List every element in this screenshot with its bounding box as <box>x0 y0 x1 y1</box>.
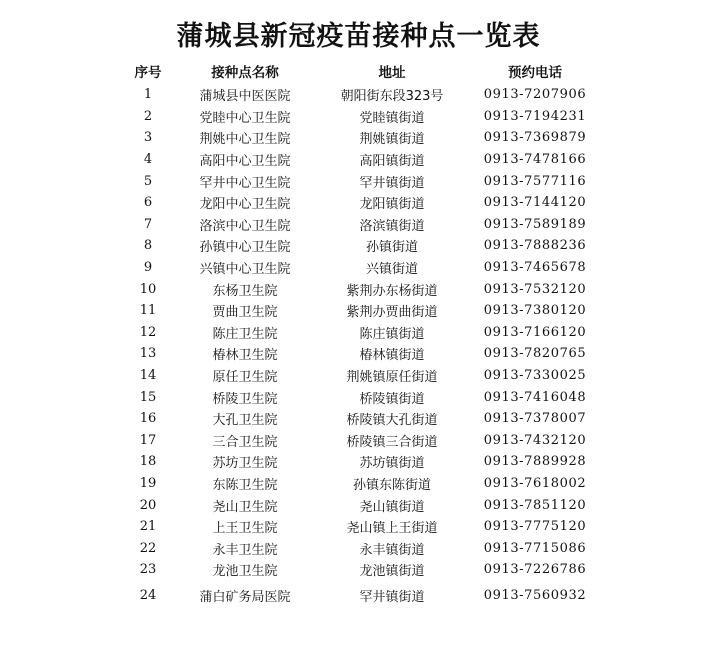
table-row <box>122 149 602 171</box>
column-header-name: 接种点名称 <box>211 65 279 81</box>
booking-phone: 0913-7144120 <box>483 195 587 211</box>
booking-phone: 0913-7577116 <box>483 173 587 189</box>
site-address: 苏坊镇街道 <box>359 456 425 472</box>
booking-phone: 0913-7560932 <box>483 587 587 603</box>
site-address: 尧山镇街道 <box>359 499 425 515</box>
row-number: 18 <box>139 454 157 470</box>
site-address: 龙池镇街道 <box>359 564 425 580</box>
row-number: 11 <box>139 303 157 319</box>
table-row <box>122 537 602 559</box>
site-name: 上王卫生院 <box>212 521 278 537</box>
table-row <box>122 516 602 538</box>
site-address: 洛滨镇街道 <box>359 218 425 234</box>
site-address: 椿林镇街道 <box>359 348 425 364</box>
column-header-phone: 预约电话 <box>508 65 562 81</box>
booking-phone: 0913-7820765 <box>483 346 587 362</box>
booking-phone: 0913-7715086 <box>483 540 587 556</box>
row-number: 10 <box>139 281 157 297</box>
row-number: 14 <box>139 368 157 384</box>
table-row <box>122 235 602 257</box>
row-number: 20 <box>139 497 157 513</box>
table-row <box>122 494 602 516</box>
site-name: 洛滨中心卫生院 <box>199 218 291 234</box>
row-number: 13 <box>139 346 157 362</box>
row-number: 16 <box>139 411 157 427</box>
row-number: 24 <box>139 587 157 603</box>
site-address: 永丰镇街道 <box>359 542 425 558</box>
booking-phone: 0913-7416048 <box>483 389 587 405</box>
table-row <box>122 581 602 607</box>
site-address: 罕井镇街道 <box>359 589 425 605</box>
booking-phone: 0913-7207906 <box>483 87 587 103</box>
table-row <box>122 451 602 473</box>
row-number: 1 <box>143 87 153 103</box>
table-row <box>122 430 602 452</box>
row-number: 12 <box>139 324 157 340</box>
site-name: 党睦中心卫生院 <box>199 110 291 126</box>
table-row <box>122 386 602 408</box>
column-header-address: 地址 <box>378 65 406 81</box>
booking-phone: 0913-7465678 <box>483 260 587 276</box>
booking-phone: 0913-7369879 <box>483 130 587 146</box>
booking-phone: 0913-7478166 <box>483 152 587 168</box>
table-row <box>122 170 602 192</box>
booking-phone: 0913-7378007 <box>483 411 587 427</box>
site-name: 高阳中心卫生院 <box>199 154 291 170</box>
row-number: 23 <box>139 562 157 578</box>
site-name: 龙池卫生院 <box>212 564 278 580</box>
booking-phone: 0913-7888236 <box>483 238 587 254</box>
site-name: 东陈卫生院 <box>212 477 278 493</box>
site-address: 孙镇街道 <box>365 240 418 256</box>
row-number: 9 <box>143 260 153 276</box>
row-number: 19 <box>139 475 157 491</box>
table-row <box>122 408 602 430</box>
booking-phone: 0913-7380120 <box>483 303 587 319</box>
site-name: 陈庄卫生院 <box>212 326 278 342</box>
table-row <box>122 473 602 495</box>
page-title: 蒲城县新冠疫苗接种点一览表 <box>176 21 541 52</box>
booking-phone: 0913-7226786 <box>483 562 587 578</box>
booking-phone: 0913-7851120 <box>483 497 587 513</box>
booking-phone: 0913-7432120 <box>483 432 587 448</box>
site-name: 孙镇中心卫生院 <box>199 240 291 256</box>
site-address: 紫荆办贾曲街道 <box>346 305 438 321</box>
row-number: 21 <box>139 519 157 535</box>
table-body <box>122 84 602 606</box>
site-address: 党睦镇街道 <box>359 110 425 126</box>
row-number: 7 <box>143 216 153 232</box>
table-row <box>122 559 602 581</box>
site-address: 龙阳镇街道 <box>359 197 425 213</box>
row-number: 5 <box>143 173 153 189</box>
site-address: 朝阳街东段323号 <box>340 89 444 105</box>
site-address: 兴镇街道 <box>365 262 418 278</box>
row-number: 6 <box>143 195 153 211</box>
site-name: 东杨卫生院 <box>212 283 278 299</box>
row-number: 2 <box>143 108 153 124</box>
site-address: 荆姚镇街道 <box>359 132 425 148</box>
site-address: 桥陵镇大孔街道 <box>346 413 438 429</box>
site-address: 陈庄镇街道 <box>359 326 425 342</box>
site-address: 桥陵镇三合街道 <box>346 434 438 450</box>
booking-phone: 0913-7618002 <box>483 475 587 491</box>
booking-phone: 0913-7532120 <box>483 281 587 297</box>
table-row <box>122 343 602 365</box>
booking-phone: 0913-7194231 <box>483 108 587 124</box>
site-name: 兴镇中心卫生院 <box>199 262 291 278</box>
table-row <box>122 106 602 128</box>
site-name: 椿林卫生院 <box>212 348 278 364</box>
table-row <box>122 365 602 387</box>
site-name: 原任卫生院 <box>212 370 278 386</box>
site-address: 孙镇东陈街道 <box>352 477 431 493</box>
column-header-no: 序号 <box>134 65 162 81</box>
site-name: 大孔卫生院 <box>212 413 278 429</box>
site-address: 桥陵镇街道 <box>359 391 425 407</box>
row-number: 22 <box>139 540 157 556</box>
site-name: 三合卫生院 <box>212 434 278 450</box>
table-row <box>122 84 602 106</box>
site-address: 高阳镇街道 <box>359 154 425 170</box>
site-name: 蒲城县中医医院 <box>199 89 291 105</box>
site-name: 桥陵卫生院 <box>212 391 278 407</box>
site-name: 蒲白矿务局医院 <box>199 589 291 605</box>
site-address: 紫荆办东杨街道 <box>346 283 438 299</box>
booking-phone: 0913-7889928 <box>483 454 587 470</box>
site-name: 罕井中心卫生院 <box>199 175 291 191</box>
table-header-row <box>122 58 602 84</box>
booking-phone: 0913-7589189 <box>483 216 587 232</box>
booking-phone: 0913-7166120 <box>483 324 587 340</box>
row-number: 4 <box>143 152 153 168</box>
table-row <box>122 192 602 214</box>
site-name: 尧山卫生院 <box>212 499 278 515</box>
booking-phone: 0913-7775120 <box>483 519 587 535</box>
site-name: 永丰卫生院 <box>212 542 278 558</box>
site-name: 荆姚中心卫生院 <box>199 132 291 148</box>
site-address: 荆姚镇原任街道 <box>346 370 438 386</box>
row-number: 3 <box>143 130 153 146</box>
site-name: 贾曲卫生院 <box>212 305 278 321</box>
table-row <box>122 257 602 279</box>
row-number: 17 <box>139 432 157 448</box>
booking-phone: 0913-7330025 <box>483 368 587 384</box>
table-row <box>122 322 602 344</box>
table-row <box>122 300 602 322</box>
site-name: 龙阳中心卫生院 <box>199 197 291 213</box>
row-number: 15 <box>139 389 157 405</box>
table-row <box>122 214 602 236</box>
row-number: 8 <box>143 238 153 254</box>
table-row <box>122 127 602 149</box>
table-row <box>122 278 602 300</box>
vaccination-sites-table <box>122 58 602 606</box>
site-address: 尧山镇上王街道 <box>346 521 438 537</box>
site-address: 罕井镇街道 <box>359 175 425 191</box>
site-name: 苏坊卫生院 <box>212 456 278 472</box>
